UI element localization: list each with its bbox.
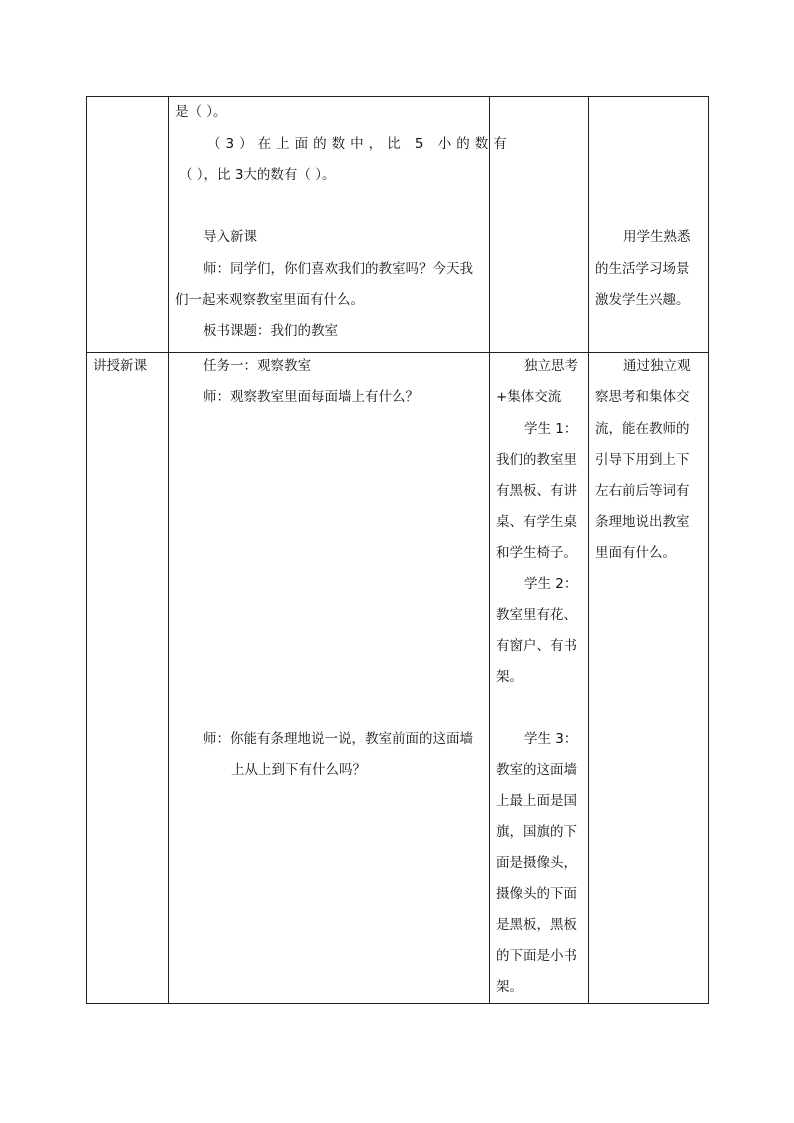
content-line: 师：观察教室里面每面墙上有什么？ xyxy=(203,389,419,405)
content-line: 是（ ）。 xyxy=(175,104,227,120)
content-line: 任务一：观察教室 xyxy=(203,358,311,374)
content-line: （3）在上面的数中，比 5 小的数有 xyxy=(207,136,512,152)
student-line: +集体交流 xyxy=(496,389,562,405)
intent-line: 引导下用到上下 xyxy=(595,452,690,468)
student-line: 教室的这面墙 xyxy=(496,762,577,778)
student-line: 学生 2： xyxy=(524,576,578,592)
student-line: 摄像头的下面 xyxy=(496,886,577,902)
section-label: 讲授新课 xyxy=(93,358,147,374)
student-line: 独立思考 xyxy=(524,358,578,374)
intent-line: 里面有什么。 xyxy=(595,545,676,561)
content-line: 导入新课 xyxy=(203,229,257,245)
student-line: 和学生椅子。 xyxy=(496,545,577,561)
content-cell xyxy=(169,353,490,1004)
student-line: 是黑板，黑板 xyxy=(496,917,577,933)
student-line: 有窗户、有书 xyxy=(496,638,577,654)
content-line: （ ），比 3大的数有（ ）。 xyxy=(179,167,336,183)
design-intent-cell xyxy=(589,97,709,353)
table-row xyxy=(87,97,709,353)
student-line: 有黑板、有讲 xyxy=(496,483,577,499)
content-line: 上从上到下有什么吗？ xyxy=(231,762,366,778)
student-line: 上最上面是国 xyxy=(496,793,577,809)
student-line: 的下面是小书 xyxy=(496,948,577,964)
student-line: 架。 xyxy=(496,669,523,685)
intent-line: 左右前后等词有 xyxy=(595,483,690,499)
intent-line: 条理地说出教室 xyxy=(595,514,690,530)
student-line: 学生 1： xyxy=(524,421,578,437)
student-line: 旗，国旗的下 xyxy=(496,824,577,840)
section-cell xyxy=(87,97,169,353)
intent-line: 的生活学习场景 xyxy=(595,261,690,277)
intent-line: 激发学生兴趣。 xyxy=(595,292,690,308)
intent-line: 用学生熟悉 xyxy=(623,229,691,245)
intent-line: 流，能在教师的 xyxy=(595,421,690,437)
lesson-plan-table xyxy=(86,96,709,1004)
student-line: 学生 3： xyxy=(524,731,578,747)
student-line: 教室里有花、 xyxy=(496,607,577,623)
student-line: 面是摄像头， xyxy=(496,855,577,871)
intent-line: 通过独立观 xyxy=(623,358,691,374)
content-line: 师：同学们，你们喜欢我们的教室吗？今天我 xyxy=(203,261,473,277)
content-line: 板书课题：我们的教室 xyxy=(203,323,338,339)
content-cell xyxy=(169,97,512,353)
design-intent-cell xyxy=(589,353,709,1004)
student-line: 桌、有学生桌 xyxy=(496,514,577,530)
content-line: 们一起来观察教室里面有什么。 xyxy=(175,292,364,308)
student-activity-cell xyxy=(490,353,589,1004)
student-line: 我们的教室里 xyxy=(496,452,577,468)
intent-line: 察思考和集体交 xyxy=(595,389,690,405)
student-line: 架。 xyxy=(496,979,523,995)
student-activity-cell xyxy=(490,97,589,353)
table-row xyxy=(87,353,709,1004)
section-cell xyxy=(87,353,169,1004)
content-line: 师：你能有条理地说一说，教室前面的这面墙 xyxy=(203,731,473,747)
